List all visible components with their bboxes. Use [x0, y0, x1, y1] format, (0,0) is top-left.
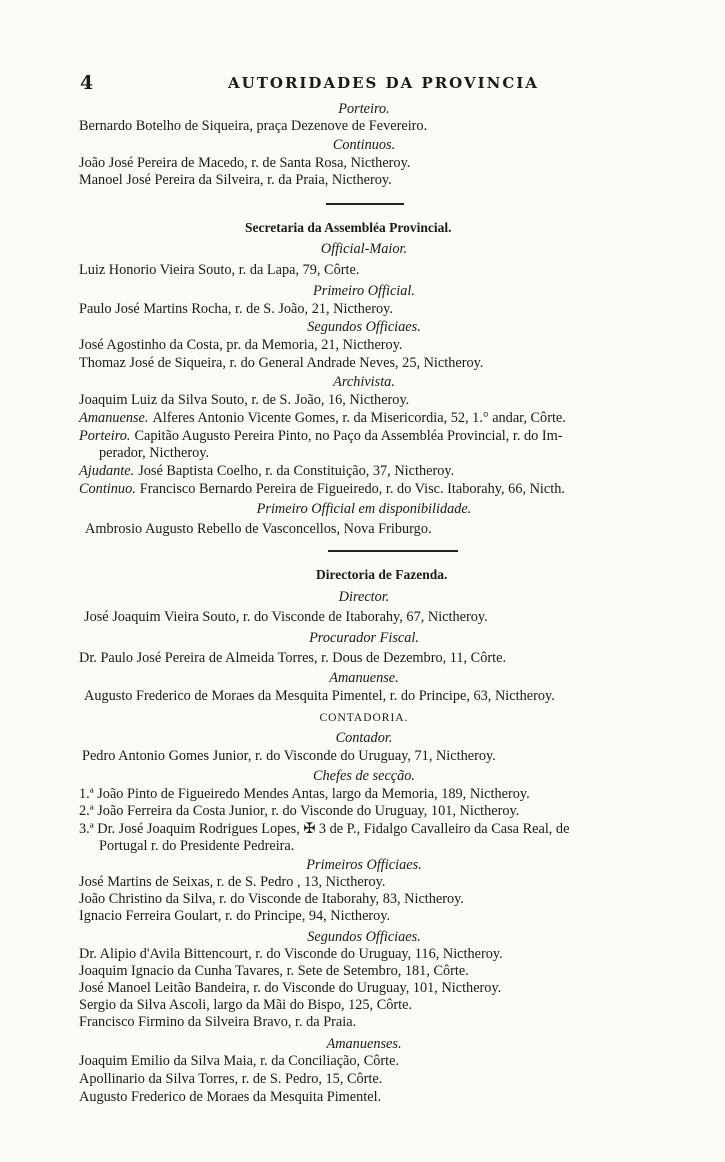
section-heading: Contador. [335, 730, 393, 746]
entry-line: Paulo José Martins Rocha, r. de S. João, 21, Nictheroy. [79, 301, 393, 317]
entry-line: João José Pereira de Macedo, r. de Santa Rosa, Nictheroy. [79, 155, 411, 171]
entry-text: Francisco Bernardo Pereira de Figueiredo, r. do Visc. Itaborahy, 66, Nicth. [139, 481, 565, 497]
divider-rule [326, 203, 404, 205]
entry-line [79, 410, 709, 427]
entry-line: Francisco Firmino da Silveira Bravo, r. da Praia. [79, 1014, 357, 1030]
section-heading: Amanuenses. [326, 1036, 402, 1052]
entry-line: José Martins de Seixas, r. de S. Pedro , 13, Nictheroy. [79, 874, 386, 890]
entry-line: Bernardo Botelho de Siqueira, praça Dezenove de Fevereiro. [79, 118, 428, 134]
section-heading: Chefes de secção. [312, 768, 416, 784]
entry-line: Pedro Antonio Gomes Junior, r. do Visconde do Uruguay, 71, Nictheroy. [82, 748, 496, 764]
entry-line-continued: perador, Nictheroy. [99, 445, 210, 461]
entry-line: 3.ª Dr. José Joaquim Rodrigues Lopes, ✠ 3 de P., Fidalgo Cavalleiro da Casa Real, de [79, 821, 570, 837]
department-title: Directoria de Fazenda. [316, 567, 448, 582]
entry-line: José Joaquim Vieira Souto, r. do Visconde de Itaborahy, 67, Nictheroy. [84, 609, 488, 625]
entry-line [79, 428, 709, 445]
entry-line [79, 463, 709, 480]
entry-line: José Manoel Leitão Bandeira, r. do Visconde do Uruguay, 101, Nictheroy. [79, 980, 502, 996]
entry-line: Joaquim Ignacio da Cunha Tavares, r. Sete de Setembro, 181, Côrte. [79, 963, 469, 979]
section-heading: Primeiros Officiaes. [306, 857, 422, 873]
role-label: Ajudante. [79, 463, 135, 479]
section-heading: Continuos. [332, 137, 396, 153]
entry-line: 2.ª João Ferreira da Costa Junior, r. do Visconde do Uruguay, 101, Nictheroy. [79, 803, 520, 819]
section-heading: Procurador Fiscal. [309, 630, 419, 646]
entry-line-continued: Portugal r. do Presidente Pedreira. [99, 838, 295, 854]
entry-line: Ignacio Ferreira Goulart, r. do Principe, 94, Nictheroy. [79, 908, 391, 924]
role-label: Porteiro. [79, 428, 131, 444]
section-heading: Official-Maior. [320, 241, 408, 257]
divider-rule [328, 550, 458, 552]
entry-line: Joaquim Emilio da Silva Maia, r. da Conciliação, Côrte. [79, 1053, 400, 1069]
section-heading: Director. [338, 589, 390, 605]
section-heading: Porteiro. [338, 101, 390, 117]
section-heading: Segundos Officiaes. [307, 319, 421, 335]
entry-line: Augusto Frederico de Moraes da Mesquita Pimentel, r. do Principe, 63, Nictheroy. [84, 688, 555, 704]
entry-line: 1.ª João Pinto de Figueiredo Mendes Antas, largo da Memoria, 189, Nictheroy. [79, 786, 530, 802]
entry-line [79, 481, 709, 498]
section-heading: Segundos Officiaes. [307, 929, 421, 945]
entry-line: José Agostinho da Costa, pr. da Memoria, 21, Nictheroy. [79, 337, 403, 353]
entry-line: Luiz Honorio Vieira Souto, r. da Lapa, 79, Côrte. [79, 262, 360, 278]
entry-line: Thomaz José de Siqueira, r. do General Andrade Neves, 25, Nictheroy. [79, 355, 484, 371]
role-label: Continuo. [79, 481, 136, 497]
entry-text: Alferes Antonio Vicente Gomes, r. da Misericordia, 52, 1.° andar, Côrte. [152, 410, 566, 426]
entry-line: Manoel José Pereira da Silveira, r. da Praia, Nictheroy. [79, 172, 392, 188]
section-heading: Primeiro Official. [313, 283, 415, 299]
entry-line: Apollinario da Silva Torres, r. de S. Pedro, 15, Côrte. [79, 1071, 383, 1087]
entry-line: Dr. Paulo José Pereira de Almeida Torres, r. Dous de Dezembro, 11, Côrte. [79, 650, 507, 666]
entry-line: João Christino da Silva, r. do Visconde de Itaborahy, 83, Nictheroy. [79, 891, 464, 907]
entry-line: Joaquim Luiz da Silva Souto, r. de S. João, 16, Nictheroy. [79, 392, 410, 408]
entry-text: Capitão Augusto Pereira Pinto, no Paço da Assembléa Provincial, r. do Im- [134, 428, 563, 444]
entry-line: Dr. Alipio d'Avila Bittencourt, r. do Visconde do Uruguay, 116, Nictheroy. [79, 946, 503, 962]
department-title: Secretaria da Assembléa Provincial. [245, 220, 452, 235]
section-heading: CONTADORIA. [319, 712, 409, 724]
running-title: AUTORIDADES DA PROVINCIA [228, 74, 539, 92]
entry-line: Ambrosio Augusto Rebello de Vasconcellos, Nova Friburgo. [85, 521, 432, 537]
entry-line: Sergio da Silva Ascoli, largo da Mãi do Bispo, 125, Côrte. [79, 997, 413, 1013]
section-heading: Amanuense. [329, 670, 399, 686]
entry-line: Augusto Frederico de Moraes da Mesquita Pimentel. [79, 1089, 382, 1105]
section-heading: Archivista. [333, 374, 395, 390]
entry-text: José Baptista Coelho, r. da Constituição, 37, Nictheroy. [138, 463, 455, 479]
page-header [80, 72, 680, 96]
page-number: 4 [80, 72, 94, 94]
role-label: Amanuense. [79, 410, 149, 426]
section-heading: Primeiro Official em disponibilidade. [256, 501, 472, 517]
